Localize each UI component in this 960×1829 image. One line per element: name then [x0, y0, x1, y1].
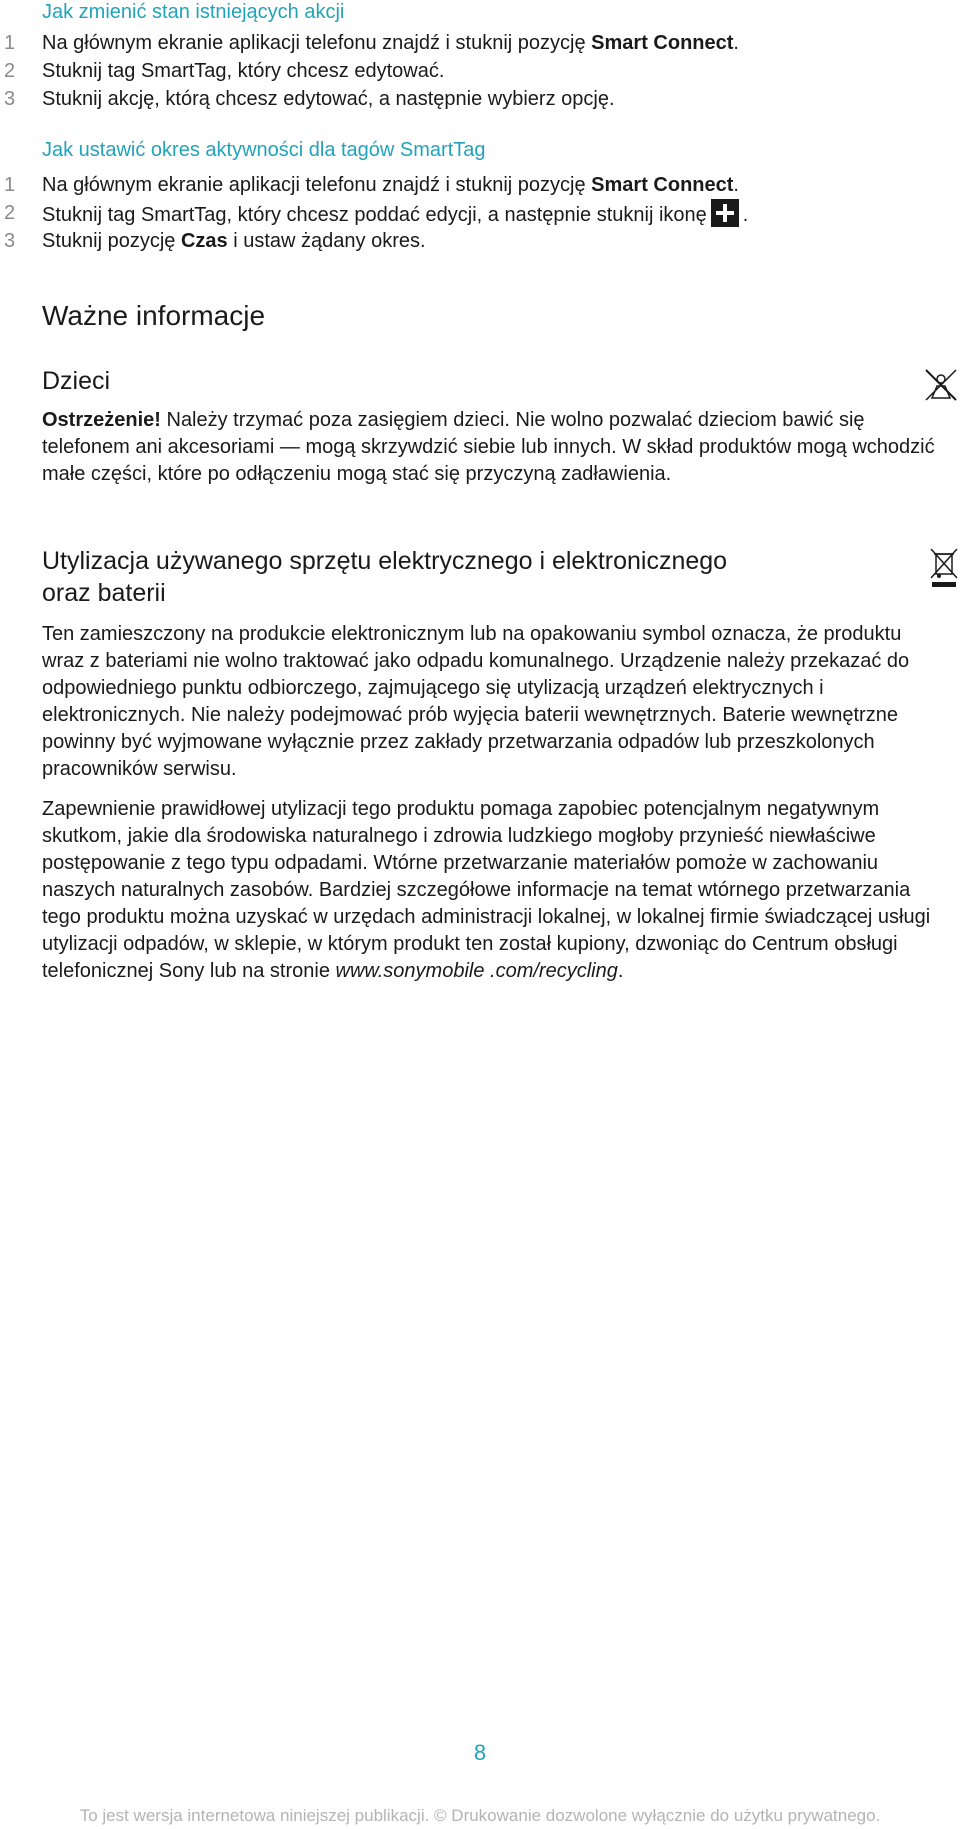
procedure-title: Jak zmienić stan istniejących akcji: [42, 1, 345, 23]
step-text: Stuknij akcję, którą chcesz edytować, a następnie wybierz opcję.: [42, 88, 615, 110]
step-number: 1: [4, 174, 16, 196]
disposal-paragraph-2: Zapewnienie prawidłowej utylizacji tego produktu pomaga zapobiec potencjalnym negatywnym skutkom, jakie dla środowiska naturalnego i zdrowia ludzkiego mogłoby przynieść niewłaściwe postępowanie z tego typu odpadami. Wtórne przetwarzanie materiałów pomoże w zachowaniu naszych naturalnych zasobów. Bardziej szczegółowe informacje na temat wtórnego przetwarzania tego produktu można uzyskać w urzędach administracji lokalnej, w lokalnej firmie świadczącej usługi utylizacji odpadów, w sklepie, w którym produkt ten został kupiony, dzwoniąc do Centrum obsługi telefonicznej Sony lub na stronie www.sonymobile .com/recycling.: [42, 798, 931, 982]
procedure-steps: [0, 29, 930, 113]
step-item: [0, 227, 930, 255]
warning-label: Ostrzeżenie!: [42, 409, 161, 431]
children-title: Dzieci: [42, 367, 111, 395]
step-item: [0, 57, 930, 85]
procedure-title: Jak ustawić okres aktywności dla tagów SmartTag: [42, 139, 486, 161]
step-number: 1: [4, 32, 16, 54]
plus-icon: [711, 199, 739, 227]
section-title: Ważne informacje: [42, 300, 266, 331]
step-item: [0, 29, 930, 57]
procedure-steps: [0, 171, 930, 255]
no-children-icon: [924, 368, 958, 407]
step-number: 2: [4, 202, 16, 224]
step-number: 3: [4, 88, 16, 110]
step-text: Na głównym ekranie aplikacji telefonu znajdź i stuknij pozycję Smart Connect.: [42, 174, 739, 196]
step-item: [0, 85, 930, 113]
step-text: Stuknij pozycję Czas i ustaw żądany okres.: [42, 230, 426, 252]
step-text: Stuknij tag SmartTag, który chcesz poddać edycji, a następnie stuknij ikonę .: [42, 199, 748, 229]
app-name: Smart Connect: [591, 174, 734, 196]
children-warning-paragraph: Ostrzeżenie! Należy trzymać poza zasięgiem dzieci. Nie wolno pozwalać dzieciom bawić się telefonem ani akcesoriami — mogą skrzywdzić siebie lub innych. W skład produktów mogą wchodzić małe części, które po odłączeniu mogą stać się przyczyną zadławienia.: [42, 409, 935, 485]
step-item: [0, 199, 930, 227]
app-name: Smart Connect: [591, 32, 734, 54]
disposal-title: Utylizacja używanego sprzętu elektrycznego i elektronicznego oraz baterii: [42, 547, 728, 607]
step-number: 2: [4, 60, 16, 82]
step-text: Na głównym ekranie aplikacji telefonu znajdź i stuknij pozycję Smart Connect.: [42, 32, 739, 54]
recycling-link[interactable]: www.sonymobile .com/recycling: [335, 960, 618, 982]
menu-option-name: Czas: [180, 230, 228, 252]
step-number: 3: [4, 230, 16, 252]
crossed-bin-icon: [930, 548, 958, 593]
disposal-paragraph-1: Ten zamieszczony na produkcie elektronicznym lub na opakowaniu symbol oznacza, że produktu wraz z bateriami nie wolno traktować jako odpadu komunalnego. Urządzenie należy przekazać do odpowiedniego punktu odbiorczego, zajmującego się utylizacją urządzeń elektrycznych i elektronicznych. Nie należy podejmować prób wyjęcia baterii wewnętrznych. Baterie wewnętrzne powinny być wyjmowane wyłącznie przez zakłady przetwarzania odpadów lub przeszkolonych pracowników serwisu.: [42, 623, 910, 780]
footer-note: To jest wersja internetowa niniejszej publikacji. © Drukowanie dozwolone wyłącznie do użytku prywatnego.: [79, 1806, 881, 1825]
step-text: Stuknij tag SmartTag, który chcesz edytować.: [42, 60, 445, 82]
page-number: 8: [473, 1740, 487, 1765]
step-item: [0, 171, 930, 199]
